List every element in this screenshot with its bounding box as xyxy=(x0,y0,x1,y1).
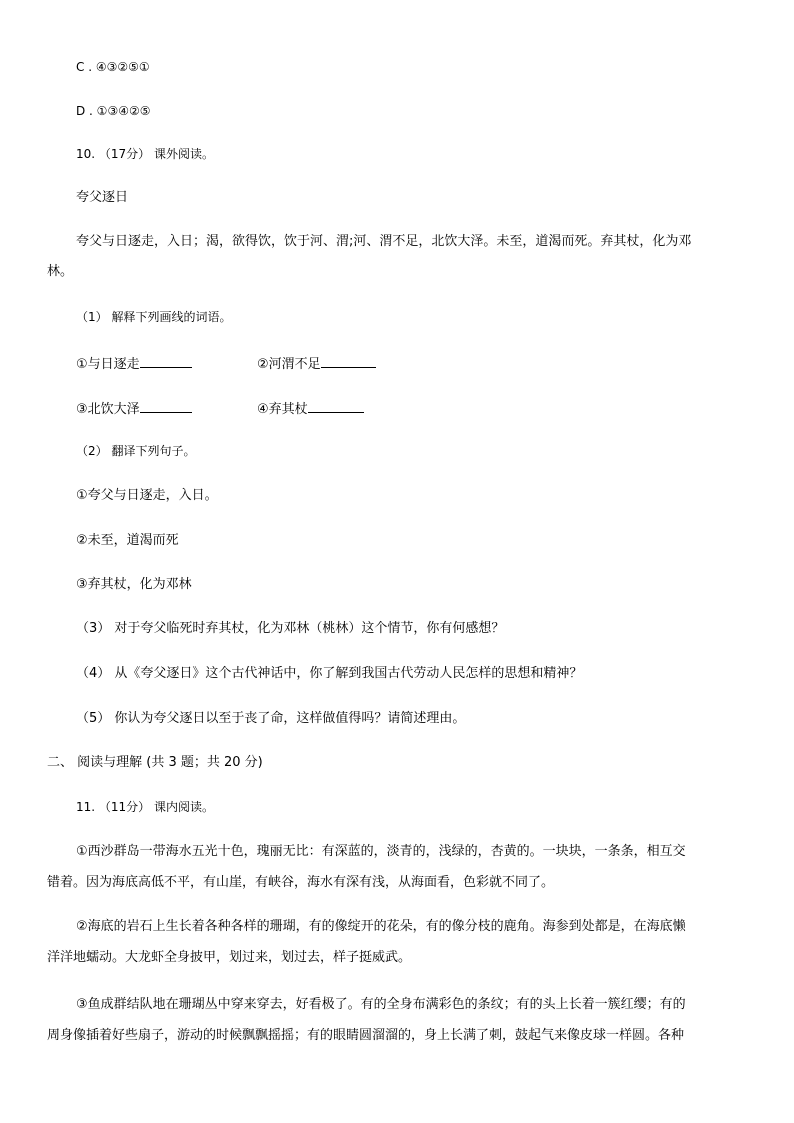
vocab-word: ②河渭不足 xyxy=(257,357,321,372)
paragraph-line: ②海底的岩石上生长着各种各样的珊瑚，有的像绽开的花朵，有的像分枝的鹿角。海参到处都是，在海底懒 xyxy=(76,919,686,934)
vocab-item-1 xyxy=(76,353,192,374)
vocab-word: ③北饮大泽 xyxy=(76,402,140,417)
vocab-word: ①与日逐走 xyxy=(76,357,140,372)
passage-line: 夸父与日逐走，入日；渴，欲得饮，饮于河、渭;河、渭不足，北饮大泽。未至，道渴而死。弃其杖，化为邓 xyxy=(76,234,692,249)
vocab-item-4 xyxy=(257,398,364,419)
section-2-header: 二、 阅读与理解 (共 3 题；共 20 分) xyxy=(47,755,263,770)
answer-blank[interactable] xyxy=(140,398,192,413)
passage-line: 林。 xyxy=(47,264,74,279)
subquestion-5: （5） 你认为夸父逐日以至于丧了命，这样做值得吗？请简述理由。 xyxy=(76,711,466,726)
subquestion-2: （2） 翻译下列句子。 xyxy=(76,444,196,458)
translate-sentence-3: ③弃其杖，化为邓林 xyxy=(76,577,192,592)
answer-blank[interactable] xyxy=(140,353,192,368)
paragraph-line: ①西沙群岛一带海水五光十色，瑰丽无比：有深蓝的，淡青的，浅绿的，杏黄的。一块块，一条条，相互交 xyxy=(76,844,686,859)
vocab-item-2 xyxy=(257,353,376,374)
question-11-header: 11. （11分） 课内阅读。 xyxy=(76,800,214,814)
subquestion-3: （3） 对于夸父临死时弃其杖，化为邓林（桃林）这个情节，你有何感想？ xyxy=(76,621,505,636)
vocab-item-3 xyxy=(76,398,192,419)
subquestion-4: （4） 从《夸父逐日》这个古代神话中，你了解到我国古代劳动人民怎样的思想和精神？ xyxy=(76,666,583,681)
option-c: C . ④③②⑤① xyxy=(76,60,150,74)
paragraph-line: 周身像插着好些扇子，游动的时候飘飘摇摇；有的眼睛圆溜溜的，身上长满了刺，鼓起气来像皮球一样圆。各种 xyxy=(47,1028,685,1043)
question-10-header: 10. （17分） 课外阅读。 xyxy=(76,147,214,161)
passage-title: 夸父逐日 xyxy=(76,190,129,205)
vocab-word: ④弃其杖 xyxy=(257,402,308,417)
translate-sentence-2: ②未至，道渴而死 xyxy=(76,533,179,548)
answer-blank[interactable] xyxy=(308,398,364,413)
subquestion-1: （1） 解释下列画线的词语。 xyxy=(76,310,232,324)
translate-sentence-1: ①夸父与日逐走，入日。 xyxy=(76,488,218,503)
paragraph-line: ③鱼成群结队地在珊瑚丛中穿来穿去，好看极了。有的全身布满彩色的条纹；有的头上长着一簇红缨；有的 xyxy=(76,997,686,1012)
paragraph-line: 洋洋地蠕动。大龙虾全身披甲，划过来，划过去，样子挺威武。 xyxy=(47,950,412,965)
option-d: D . ①③④②⑤ xyxy=(76,104,151,118)
answer-blank[interactable] xyxy=(321,353,376,368)
paragraph-line: 错着。因为海底高低不平，有山崖，有峡谷，海水有深有浅，从海面看，色彩就不同了。 xyxy=(47,875,555,890)
